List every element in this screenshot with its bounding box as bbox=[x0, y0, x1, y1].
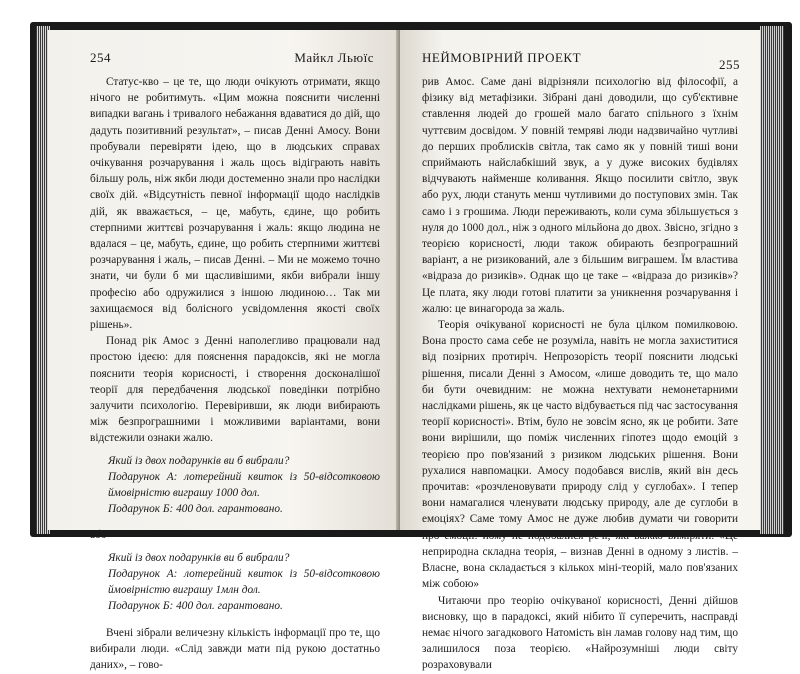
quiz-block-1 bbox=[108, 453, 380, 518]
quiz-option-a: Подарунок А: лотерейний квиток із 50-відсотковою ймовірністю виграшу 1000 дол. bbox=[108, 470, 380, 500]
paragraph: Теорія очікуваної корисності не була цілком помилковою. Вона просто сама себе не розуміла, навіть не могла захиститися від позірних протиріч. Непрозорість теорії пояснити людські рішення, писали Денні з Амосом, «лише доводить те, що мало би бути очевидним: не можна нехтувати немонетарними наслідками рішень, як це часто відбувається під час застосування теорії корисності». Втім, було не зовсім ясно, як це робити. Зате вони вирішили, що поміж численних гіпотез щодо емоцій з теорією про пов'язаний з ризиком людських рішення. Вони рухалися навпомацки. Амосу подобався вислів, який він десь прочитав: «розчленовувати природу слід у суглобах». І тепер вони намагалися членувати людську природу, але де суглоби в емоціях? Саме тому Амос не дуже любив думати чи говорити про емоції: йому не подобалися речі, які важко виміряти. «Це неприродна складна теорія, – визнав Денні в одному з листів. – Власне, вона складається з кількох міні-теорій, мало пов'язаних між собою» bbox=[422, 319, 738, 591]
running-head-author: Майкл Льюїс bbox=[294, 50, 374, 65]
paragraph: Понад рік Амос з Денні наполегливо працювали над простою ідеєю: для пояснення парадоксів, які не могла пояснити теорія корисності, і створення досконалішої теорії для передбачення людської поведінки потрібно залучити психологію. Перевіривши, як люди вибирають між безпрограшними і можливими варіантами, вони відстежили ознаки жалю. bbox=[90, 335, 380, 445]
right-page-body bbox=[422, 74, 738, 674]
left-page-body bbox=[90, 74, 380, 673]
quiz-option-b: Подарунок Б: 400 дол. гарантовано. bbox=[108, 600, 283, 613]
quiz-question: Який із двох подарунків ви б вибрали? bbox=[108, 551, 290, 564]
right-page-number: 255 bbox=[719, 57, 740, 72]
left-page bbox=[48, 30, 398, 671]
running-head-title: НЕЙМОВІРНИЙ ПРОЕКТ bbox=[422, 50, 582, 65]
quiz-option-b: Подарунок Б: 400 дол. гарантовано. bbox=[108, 503, 283, 516]
right-page-edges bbox=[760, 26, 784, 534]
paragraph: Статус-кво – це те, що люди очікують отримати, якщо нічого не робитимуть. «Цим можна пояснити численні випадки вагань і тривалого небажання вдаватися до дій, що дадуть позитивний результат», – писав Денні Амосу. Вони пробували перевіряти ідею, що в людських справах очікування розчарування і жаль щось відіграють навіть більшу роль, ніж якби люди достеменно знали про наслідки своїх дій. «Відсутність певної інформації щодо наслідків дій, як вважається, – це, мабуть, єдине, що робить стерпними життєві розчарування і жаль: якщо людина не вдалася – це, мабуть, єдине, що робить стерпними життєві розчарування і жаль, – писав Денні. – Ми не можемо точно знати, чи були б ми щасливішими, якби вибрали іншу професію або одружилися з іншою людиною… Так ми захищаємося від болісного усвідомлення якості своїх рішень». bbox=[90, 76, 380, 332]
connector-text: або bbox=[90, 529, 107, 542]
right-page bbox=[400, 30, 760, 672]
paragraph: Читаючи про теорію очікуваної корисності, Денні дійшов висновку, що в парадоксі, який нібито її суперечить, насправді немає нічого загадкового Натомість він ламав голову над тим, що залишилося поза теорією. «Найрозумніші люди світу розраховували bbox=[422, 594, 738, 672]
paragraph: Вчені зібрали величезну кількість інформації про те, що вибирали люди. «Слід завжди мати під рукою достатньо даних», – гово- bbox=[90, 626, 380, 671]
left-page-number: 254 bbox=[90, 50, 111, 65]
quiz-question: Який із двох подарунків ви б вибрали? bbox=[108, 454, 290, 467]
paragraph: рив Амос. Саме дані відрізняли психологію від філософії, а фізику від метафізики. Зібрані дані доводили, що суб'єктивне ставлення людей до грошей мало багато спільного з їхнім чуттєвим досвідом. У повній темряві люди надзвичайно чутливі до перших проблисків світла, так само як у повній тиші вони сприймають найслабкіший звук, а у дуже високих будівлях відчувають найменше коливання. Якщо посилити світло, звук або рух, люди стануть менш чутливими до поступових змін. Так само і з грошима. Люди переживають, коли сума збільшується з нуля до 1000 дол., ніж з одного мільйона до двох. Звісно, згідно з теорією корисності, люди також обирають безпрограшний варіант, а не ризикований, але з більшим виграшем. Їм властива «відраза до ризиків». Однак що це таке – «відраза до ризиків»? Це плата, яку люди готові платити за уникнення розчарування і жалю: це винагорода за жаль. bbox=[422, 76, 738, 315]
quiz-block-2 bbox=[108, 550, 380, 615]
quiz-option-a: Подарунок А: лотерейний квиток із 50-відсотковою ймовірністю виграшу 1млн дол. bbox=[108, 567, 380, 597]
